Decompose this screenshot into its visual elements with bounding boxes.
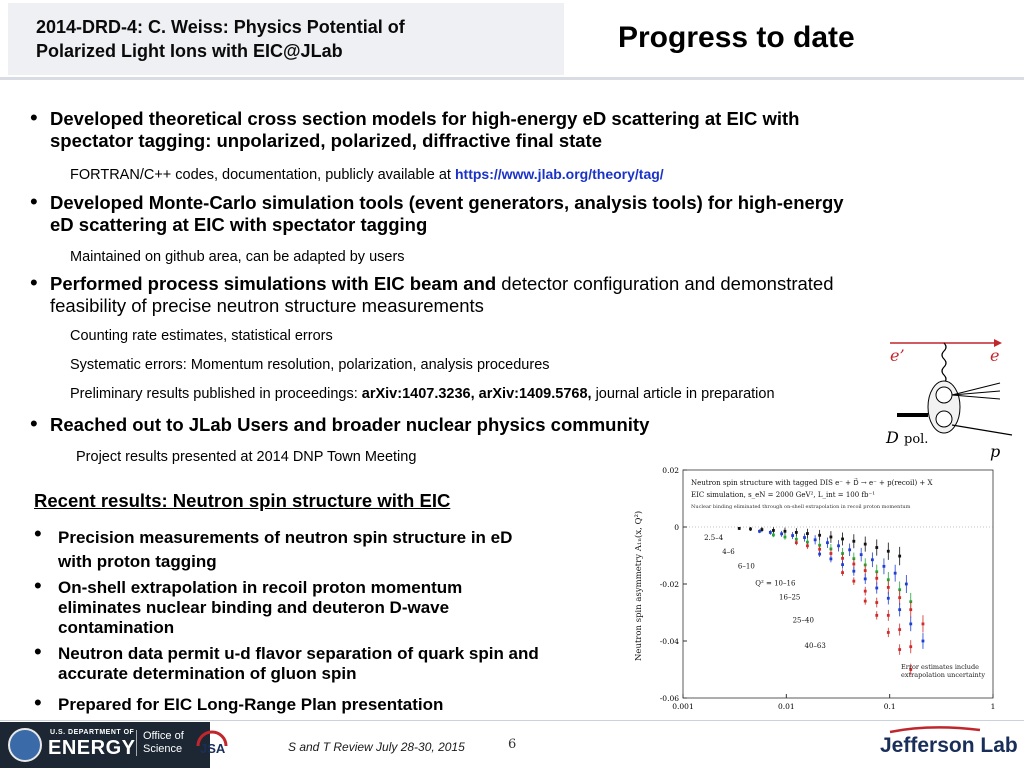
- y-tick-label: -0.02: [659, 580, 679, 589]
- data-point: [852, 540, 855, 543]
- data-point: [841, 571, 844, 574]
- data-point: [909, 608, 912, 611]
- data-point: [898, 628, 901, 631]
- x-tick-label: 1: [990, 702, 996, 711]
- bullet-dot: •: [30, 270, 38, 295]
- data-point: [852, 563, 855, 566]
- y-tick-label: 0.02: [662, 466, 679, 475]
- curve-label: 2.5–4: [704, 533, 724, 542]
- data-point: [814, 538, 817, 541]
- label-p: p: [990, 442, 1001, 461]
- data-point: [875, 601, 878, 604]
- bullet-dot: •: [34, 639, 42, 664]
- chart-title-line3: Nuclear binding eliminated through on-shell extrapolation in recoil proton momentum: [691, 504, 911, 510]
- doe-energy-text: ENERGY: [48, 737, 136, 759]
- jefferson-lab-logo: Jefferson Lab: [880, 734, 1018, 757]
- arxiv-references: arXiv:1407.3236, arXiv:1409.5768,: [361, 386, 592, 402]
- sub-bullet-dnp: Project results presented at 2014 DNP Town Meeting: [76, 449, 417, 465]
- data-point: [887, 614, 890, 617]
- bullet-dot: •: [34, 521, 42, 546]
- data-point: [864, 543, 867, 546]
- recent-item-line: Prepared for EIC Long-Range Plan presentation: [58, 695, 444, 714]
- data-point: [841, 538, 844, 541]
- feynman-diagram: [882, 335, 1022, 465]
- chart-title-line1: Neutron spin structure with tagged DIS e⁻ + D⃗ → e⁻ + p(recoil) + X: [691, 479, 933, 487]
- sub-bullet-rates: Counting rate estimates, statistical errors: [70, 328, 333, 344]
- jsa-text: JSA: [200, 741, 226, 756]
- data-point: [887, 550, 890, 553]
- proton-line: [952, 425, 1012, 435]
- office-line1: Office of: [143, 730, 184, 742]
- data-point: [875, 546, 878, 549]
- data-point: [818, 553, 821, 556]
- data-point: [841, 563, 844, 566]
- recent-item-line: Precision measurements of neutron spin structure in eD: [58, 528, 513, 547]
- x-tick-label: 0.001: [672, 702, 694, 711]
- data-point: [791, 534, 794, 537]
- recent-results-heading: Recent results: Neutron spin structure with EIC: [34, 490, 451, 511]
- data-point: [830, 536, 833, 539]
- data-point: [795, 531, 798, 534]
- recent-item-line: On-shell extrapolation in recoil proton momentum: [58, 578, 463, 597]
- label-e-prime: e’: [890, 346, 905, 365]
- neutron-spin-chart: [627, 461, 999, 719]
- curve-label: 6–10: [737, 562, 755, 571]
- bullet-line: Developed Monte-Carlo simulation tools (event generators, analysis tools) for high-energy: [50, 192, 844, 213]
- data-point: [818, 534, 821, 537]
- sub-bullet-codes: [70, 165, 664, 184]
- data-point: [909, 645, 912, 648]
- sub-bullet-github: Maintained on github area, can be adapted by users: [70, 249, 405, 265]
- data-point: [784, 530, 787, 533]
- data-point: [830, 552, 833, 555]
- curve-label: 16–25: [779, 593, 801, 602]
- recent-item-line: accurate determination of gluon spin: [58, 664, 357, 683]
- x-tick-label: 0.1: [883, 702, 896, 711]
- y-tick-label: -0.06: [659, 694, 679, 703]
- data-point: [898, 648, 901, 651]
- label-pol: pol.: [904, 432, 929, 447]
- data-point: [898, 555, 901, 558]
- data-point: [841, 557, 844, 560]
- chart-title-line2: EIC simulation, s_eN = 2000 GeV², L_int = 100 fb⁻¹: [691, 491, 876, 499]
- bullet-dot: •: [34, 690, 42, 715]
- data-point: [922, 623, 925, 626]
- recent-item-line: eliminates nuclear binding and deuteron D-wave: [58, 598, 450, 617]
- data-point: [883, 565, 886, 568]
- data-point: [887, 597, 890, 600]
- sub-bullet-proceedings: [70, 385, 775, 403]
- data-point: [871, 558, 874, 561]
- data-point: [898, 608, 901, 611]
- data-point: [830, 558, 833, 561]
- photon-line: [942, 343, 946, 383]
- curve-label: 25–40: [792, 616, 814, 625]
- bullet-normal-part: detector configuration and demonstrated: [496, 273, 834, 294]
- y-axis-label: Neutron spin asymmetry A₁ₙ(x, Q²): [634, 510, 644, 661]
- nucleon-circle: [936, 387, 952, 403]
- label-e: e: [990, 346, 1000, 365]
- data-point: [818, 548, 821, 551]
- bullet-dot: •: [30, 189, 38, 214]
- data-point: [922, 640, 925, 643]
- recent-item-line: Neutron data permit u-d flavor separation of quark spin and: [58, 644, 539, 663]
- data-point: [780, 532, 783, 535]
- data-point: [852, 570, 855, 573]
- bullet-dot: •: [30, 105, 38, 130]
- data-point: [848, 548, 851, 551]
- recent-item-line: with proton tagging: [58, 552, 217, 571]
- data-point: [806, 532, 809, 535]
- data-point: [772, 534, 775, 537]
- data-point: [905, 583, 908, 586]
- data-point: [769, 531, 772, 534]
- data-point: [898, 596, 901, 599]
- bullet-line: Developed theoretical cross section models for high-energy eD scattering at EIC with: [50, 108, 800, 129]
- error-annotation: Error estimates include extrapolation uncertainty: [901, 663, 985, 679]
- doe-logo-block: [0, 722, 210, 768]
- data-point: [875, 587, 878, 590]
- nucleon-circle: [936, 411, 952, 427]
- slide-title: Progress to date: [618, 21, 855, 54]
- sub-bullet-systematics: Systematic errors: Momentum resolution, polarization, analysis procedures: [70, 357, 550, 373]
- data-point: [852, 580, 855, 583]
- y-tick-label: -0.04: [659, 637, 679, 646]
- data-point: [837, 544, 840, 547]
- data-point: [826, 541, 829, 544]
- bullet-dot: •: [30, 411, 38, 436]
- doe-seal-icon: [8, 728, 42, 762]
- data-point: [749, 528, 752, 531]
- project-title-line2: Polarized Light Ions with EIC@JLab: [36, 41, 343, 61]
- data-point: [887, 631, 890, 634]
- doe-dept-text: U.S. DEPARTMENT OF: [50, 729, 135, 736]
- data-point: [772, 529, 775, 532]
- data-point: [784, 536, 787, 539]
- curve-label: 4–6: [722, 548, 735, 557]
- data-point: [738, 527, 741, 530]
- data-point: [887, 586, 890, 589]
- data-point: [758, 530, 761, 533]
- data-point: [864, 577, 867, 580]
- jsa-logo-icon: [188, 726, 238, 766]
- page-number: 6: [508, 737, 517, 752]
- theory-tag-link[interactable]: https://www.jlab.org/theory/tag/: [454, 166, 664, 182]
- data-point: [875, 577, 878, 580]
- office-of-science: [136, 730, 184, 756]
- bullet-line: Reached out to JLab Users and broader nuclear physics community: [50, 414, 650, 435]
- curve-label: Q² = 10–16: [755, 579, 796, 588]
- data-point: [909, 623, 912, 626]
- review-date-text: S and T Review July 28-30, 2015: [288, 740, 465, 754]
- data-point: [860, 553, 863, 556]
- office-line2: Science: [143, 743, 183, 755]
- data-point: [803, 536, 806, 539]
- bullet-line: feasibility of precise neutron structure measurements: [50, 295, 484, 316]
- recent-item-line: contamination: [58, 618, 175, 637]
- x-tick-label: 0.01: [777, 702, 795, 711]
- sub-bullet-text: FORTRAN/C++ codes, documentation, publicly available at: [70, 167, 455, 183]
- sub-bullet-text: journal article in preparation: [591, 386, 775, 402]
- data-point: [894, 572, 897, 575]
- project-title-line1: 2014-DRD-4: C. Weiss: Physics Potential of: [36, 17, 405, 37]
- annotation-box: [901, 663, 991, 689]
- sub-bullet-text: Preliminary results published in proceedings:: [70, 386, 362, 402]
- bullet-bold-part: Performed process simulations with EIC beam and: [50, 273, 497, 294]
- project-title: [36, 15, 564, 63]
- label-D: D: [886, 428, 899, 447]
- slide-header: [0, 0, 1024, 80]
- data-point: [864, 590, 867, 593]
- bullet-line: spectator tagging: unpolarized, polarized, diffractive final state: [50, 130, 603, 151]
- data-point: [795, 541, 798, 544]
- data-point: [875, 614, 878, 617]
- data-point: [864, 600, 867, 603]
- curve-label: 40–63: [804, 642, 826, 651]
- bullet-dot: •: [34, 573, 42, 598]
- project-title-box: [8, 3, 564, 75]
- y-tick-label: 0: [674, 523, 679, 532]
- data-point: [806, 544, 809, 547]
- data-point: [864, 569, 867, 572]
- bullet-line: eD scattering at EIC with spectator tagging: [50, 214, 428, 235]
- data-point: [760, 528, 763, 531]
